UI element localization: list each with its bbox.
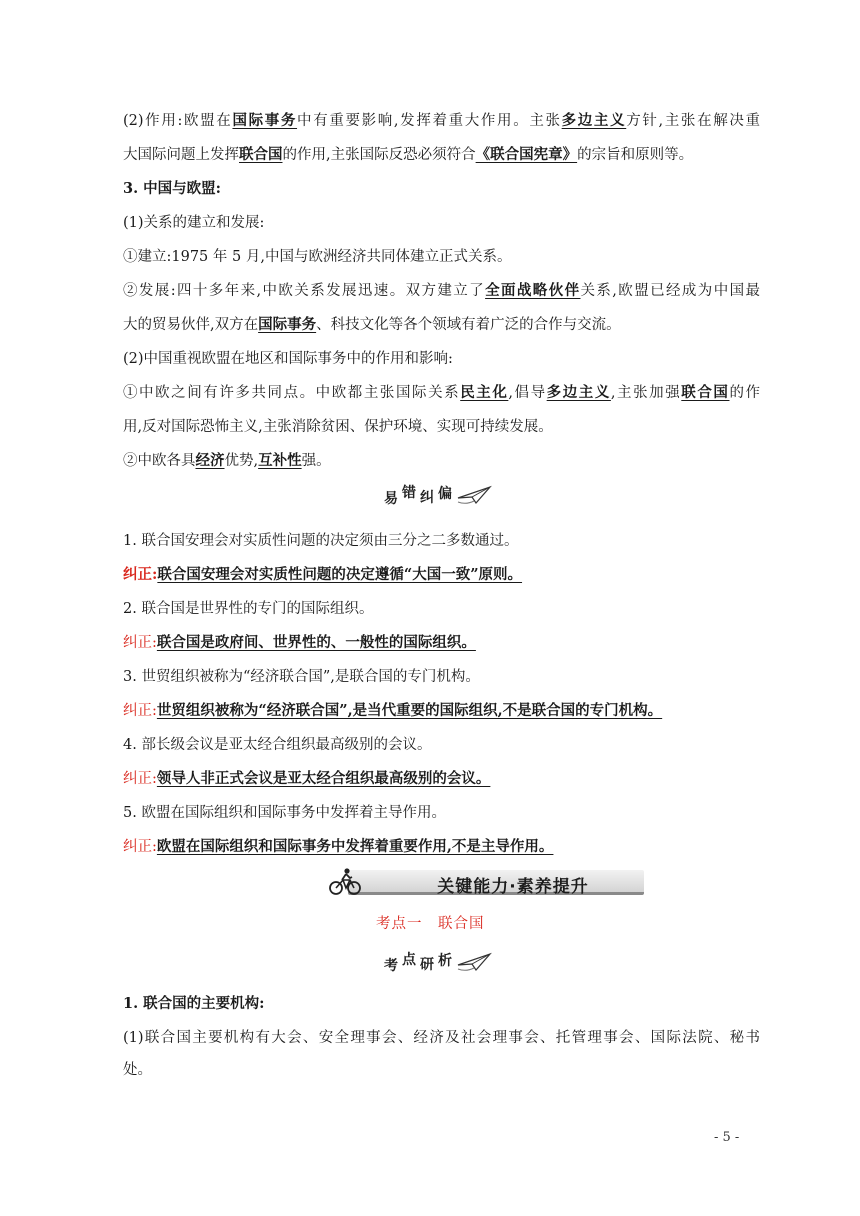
sub-heading: (1)关系的建立和发展: (123, 215, 265, 231)
correction-line (123, 701, 760, 721)
badge-char: 错 (402, 485, 416, 501)
correction-text: 联合国是政府间、世界性的、一般性的国际组织。 (156, 634, 476, 651)
key-term: 联合国 (681, 384, 730, 401)
paragraph-line: ②中欧各具经济优势,互补性强。 (123, 452, 331, 469)
correction-label: 纠正: (123, 703, 157, 719)
key-term: 互补性 (258, 452, 302, 469)
correction-text: 领导人非正式会议是亚太经合组织最高级别的会议。 (156, 770, 491, 787)
badge-char: 易 (384, 491, 398, 507)
badge-char: 考 (384, 958, 398, 974)
key-term: 《联合国宪章》 (475, 146, 578, 163)
paragraph-line: ②发展:四十多年来,中欧关系发展迅速。双方建立了全面战略伙伴关系,欧盟已经成为中国最 (123, 282, 761, 299)
list-item: ①建立:1975 年 5 月,中国与欧洲经济共同体建立正式关系。 (123, 249, 512, 265)
badge-char: 析 (438, 953, 452, 969)
badge-char: 偏 (438, 486, 452, 502)
correction-line (123, 837, 760, 857)
correction-label: 纠正: (123, 839, 157, 855)
correction-text: 世贸组织被称为“经济联合国”,是当代重要的国际组织,不是联合国的专门机构。 (156, 702, 663, 719)
section-badge-analysis (384, 951, 492, 973)
correction-line (123, 769, 760, 789)
correction-label: 纠正: (123, 635, 157, 651)
paragraph-line: 用,反对国际恐怖主义,主张消除贫困、保护环境、实现可持续发展。 (123, 419, 553, 435)
key-term: 全面战略伙伴 (485, 282, 581, 299)
banner-title: 关键能力·素养提升 (437, 877, 589, 897)
correction-text: 欧盟在国际组织和国际事务中发挥着重要作用,不是主导作用。 (156, 838, 554, 855)
badge-char: 纠 (420, 490, 434, 506)
key-term: 多边主义 (546, 384, 611, 401)
correction-label: 纠正: (123, 771, 157, 787)
correction-text: 联合国安理会对实质性问题的决定遵循“大国一致”原则。 (157, 566, 523, 583)
paragraph-line: 处。 (123, 1062, 152, 1078)
sub-heading: (2)中国重视欧盟在地区和国际事务中的作用和影响: (123, 351, 453, 367)
cyclist-icon (328, 866, 362, 896)
paragraph-line: ①中欧之间有许多共同点。中欧都主张国际关系民主化,倡导多边主义,主张加强联合国的作 (123, 384, 761, 401)
error-statement: 1. 联合国安理会对实质性问题的决定须由三分之二多数通过。 (123, 533, 519, 549)
correction-label: 纠正: (123, 566, 158, 583)
key-term: 多边主义 (561, 112, 627, 129)
section-heading: 1. 联合国的主要机构: (123, 995, 265, 1012)
error-statement: 5. 欧盟在国际组织和国际事务中发挥着主导作用。 (123, 805, 446, 821)
section-heading: 3. 中国与欧盟: (123, 180, 222, 197)
key-term: 经济 (195, 452, 225, 469)
paragraph-line: 大国际问题上发挥联合国的作用,主张国际反恐必须符合《联合国宪章》的宗旨和原则等。 (123, 146, 694, 163)
key-term: 国际事务 (232, 112, 298, 129)
paragraph-line: 大的贸易伙伴,双方在国际事务、科技文化等各个领域有着广泛的合作与交流。 (123, 316, 621, 333)
paragraph-line: (2)作用:欧盟在国际事务中有重要影响,发挥着重大作用。主张多边主义方针,主张在解决重 (123, 112, 761, 129)
section-badge-errors (384, 484, 492, 506)
key-term: 国际事务 (258, 316, 317, 333)
correction-line (123, 565, 760, 585)
error-statement: 3. 世贸组织被称为“经济联合国”,是联合国的专门机构。 (123, 669, 480, 685)
correction-line (123, 633, 760, 653)
error-statement: 2. 联合国是世界性的专门的国际组织。 (123, 601, 374, 617)
page-number: - 5 - (714, 1130, 740, 1145)
key-term: 联合国 (239, 146, 283, 163)
key-term: 民主化 (460, 384, 509, 401)
error-statement: 4. 部长级会议是亚太经合组织最高级别的会议。 (123, 737, 432, 753)
topic-subtitle: 考点一 联合国 (376, 916, 485, 932)
paper-plane-icon (456, 951, 492, 973)
badge-char: 研 (420, 957, 434, 973)
paper-plane-icon (456, 484, 492, 506)
section-banner (328, 866, 648, 896)
badge-char: 点 (402, 952, 416, 968)
paragraph-line: (1)联合国主要机构有大会、安全理事会、经济及社会理事会、托管理事会、国际法院、秘书 (123, 1030, 760, 1046)
